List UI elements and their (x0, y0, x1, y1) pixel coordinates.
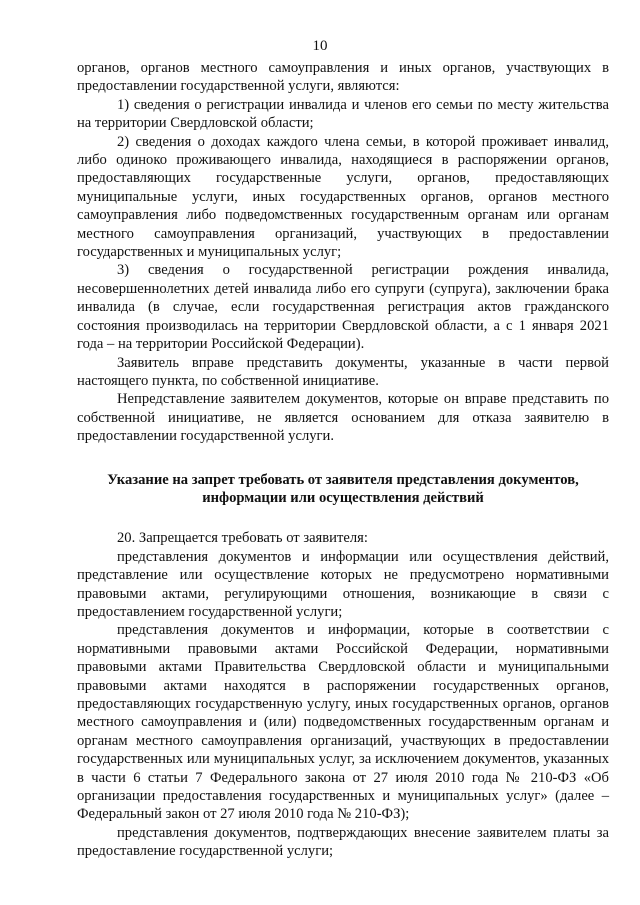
paragraph: органов, органов местного самоуправления и иных органов, участвующих в предоставлении государственной услуги, являются: (77, 60, 609, 95)
list-item-3: 3) сведения о государственной регистрации рождения инвалида, несовершеннолетних детей инвалида либо его супруги (супруга), заключении брака инвалида (в случае, если государственная регистрация актов гражданского состояния производилась на территории Свердловской области, а с 1 января 2021 года – на территории Российской Федерации). (77, 262, 609, 353)
paragraph: Непредставление заявителем документов, которые он вправе представить по собственной инициативе, не является основанием для отказа заявителю в предоставлении государственной услуги. (77, 391, 609, 445)
list-item-2: 2) сведения о доходах каждого члена семьи, в которой проживает инвалид, либо одиноко проживающего инвалида, находящиеся в распоряжении органов, предоставляющих государственные услуги, органов, предоставляющих муниципальные услуги, иных государственных органов, органов местного самоуправления либо подведомственных государственным органам или органам местного самоуправления организаций, участвующих в предоставлении государственных и муниципальных услуг; (77, 133, 609, 261)
clause-20: 20. Запрещается требовать от заявителя: (117, 530, 368, 547)
paragraph: Заявитель вправе представить документы, указанные в части первой настоящего пункта, по собственной инициативе. (77, 354, 609, 389)
list-item-1: 1) сведения о регистрации инвалида и членов его семьи по месту жительства на территории Свердловской области; (77, 96, 609, 132)
section-heading: Указание на запрет требовать от заявителя представления документов, информации или осуществления действий (107, 471, 579, 506)
paragraph: представления документов, подтверждающих внесение заявителем платы за предоставление государственной услуги; (77, 824, 609, 860)
document-body (77, 59, 609, 861)
paragraph: представления документов и информации или осуществления действий, представление или осуществление которых не предусмотрено нормативными правовыми актами, регулирующими отношения, возникающие в связи с предоставлением государственной услуги; (77, 548, 609, 620)
paragraph: представления документов и информации, которые в соответствии с нормативными правовыми актами Российской Федерации, нормативными правовыми актами Правительства Свердловской области и муниципальными правовыми актами находятся в распоряжении государственных органов, предоставляющих государственную услугу, иных государственных органов, органов местного самоуправления и (или) подведомственных государственным органам и органам местного самоуправления организаций, участвующих в предоставлении государственных или муниципальных услуг, за исключением документов, указанных в части 6 статьи 7 Федерального закона от 27 июля 2010 года № 210-ФЗ «Об организации предоставления государственных и муниципальных услуг» (далее – Федеральный закон от 27 июля 2010 года № 210-ФЗ); (77, 622, 609, 823)
page-number: 10 (312, 38, 328, 54)
